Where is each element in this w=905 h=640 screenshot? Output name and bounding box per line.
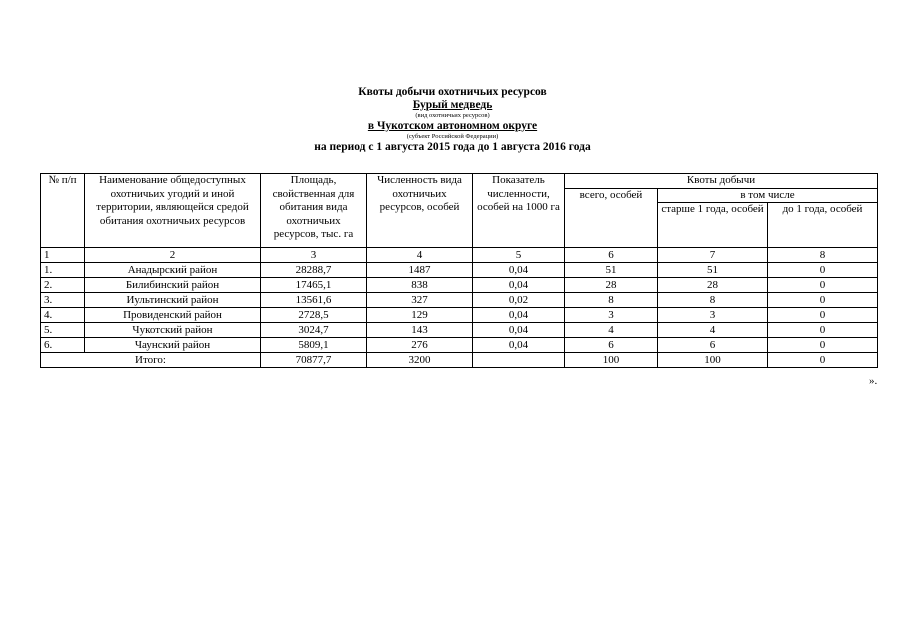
district-name: Чукотский район xyxy=(85,323,261,338)
table-row xyxy=(41,308,878,323)
table-row xyxy=(41,263,878,278)
closing-quote-mark: ». xyxy=(869,375,878,387)
header-area: Площадь, свойственная для обитания вида охотничьих ресурсов, тыс. га xyxy=(261,174,367,248)
column-number: 6 xyxy=(565,248,658,263)
header-density: Показатель численности, особей на 1000 га xyxy=(473,174,565,248)
area-cell: 17465,1 xyxy=(261,278,367,293)
density-cell: 0,04 xyxy=(473,338,565,353)
density-cell: 0,04 xyxy=(473,278,565,293)
header-quota: Квоты добычи xyxy=(565,174,878,189)
totals-density xyxy=(473,353,565,368)
quota-total-cell: 51 xyxy=(565,263,658,278)
header-younger: до 1 года, особей xyxy=(768,203,878,248)
area-cell: 13561,6 xyxy=(261,293,367,308)
header-total: всего, особей xyxy=(565,188,658,248)
district-name: Провиденский район xyxy=(85,308,261,323)
district-name: Иультинский район xyxy=(85,293,261,308)
table-row xyxy=(41,293,878,308)
period-line: на период с 1 августа 2015 года до 1 августа 2016 года xyxy=(314,141,591,153)
totals-quota-younger: 0 xyxy=(768,353,878,368)
totals-row xyxy=(41,353,878,368)
column-number: 2 xyxy=(85,248,261,263)
column-number: 4 xyxy=(367,248,473,263)
species-caption: (вид охотничьих ресурсов) xyxy=(415,112,490,119)
header-older: старше 1 года, особей xyxy=(658,203,768,248)
table-row xyxy=(41,323,878,338)
quota-total-cell: 6 xyxy=(565,338,658,353)
area-cell: 3024,7 xyxy=(261,323,367,338)
totals-area: 70877,7 xyxy=(261,353,367,368)
quota-younger-cell: 0 xyxy=(768,323,878,338)
density-cell: 0,04 xyxy=(473,263,565,278)
region-name: в Чукотском автономном округе xyxy=(367,120,538,132)
population-cell: 276 xyxy=(367,338,473,353)
population-cell: 327 xyxy=(367,293,473,308)
header-row-1 xyxy=(41,174,878,189)
quota-total-cell: 8 xyxy=(565,293,658,308)
header-population: Численность вида охотничьих ресурсов, особей xyxy=(367,174,473,248)
row-number: 6. xyxy=(41,338,85,353)
district-name: Билибинский район xyxy=(85,278,261,293)
row-number: 3. xyxy=(41,293,85,308)
quota-table xyxy=(40,173,878,368)
document-heading xyxy=(0,86,905,154)
header-name: Наименование общедоступных охотничьих угодий и иной территории, являющейся средой обитания охотничьих ресурсов xyxy=(85,174,261,248)
population-cell: 1487 xyxy=(367,263,473,278)
column-number: 8 xyxy=(768,248,878,263)
totals-population: 3200 xyxy=(367,353,473,368)
district-name: Анадырский район xyxy=(85,263,261,278)
quota-total-cell: 28 xyxy=(565,278,658,293)
table-row xyxy=(41,278,878,293)
table-row xyxy=(41,338,878,353)
row-number: 1. xyxy=(41,263,85,278)
density-cell: 0,02 xyxy=(473,293,565,308)
quota-older-cell: 3 xyxy=(658,308,768,323)
area-cell: 5809,1 xyxy=(261,338,367,353)
density-cell: 0,04 xyxy=(473,323,565,338)
species-name: Бурый медведь xyxy=(412,99,493,111)
column-number-row xyxy=(41,248,878,263)
quota-total-cell: 3 xyxy=(565,308,658,323)
column-number: 7 xyxy=(658,248,768,263)
quota-younger-cell: 0 xyxy=(768,308,878,323)
area-cell: 28288,7 xyxy=(261,263,367,278)
totals-quota-total: 100 xyxy=(565,353,658,368)
population-cell: 143 xyxy=(367,323,473,338)
quota-older-cell: 8 xyxy=(658,293,768,308)
totals-quota-older: 100 xyxy=(658,353,768,368)
quota-younger-cell: 0 xyxy=(768,293,878,308)
totals-label: Итого: xyxy=(41,353,261,368)
column-number: 1 xyxy=(41,248,85,263)
column-number: 5 xyxy=(473,248,565,263)
region-caption: (субъект Российской Федерации) xyxy=(406,133,499,140)
quota-younger-cell: 0 xyxy=(768,278,878,293)
quota-older-cell: 4 xyxy=(658,323,768,338)
header-no: № п/п xyxy=(41,174,85,248)
header-including: в том числе xyxy=(658,188,878,203)
quota-younger-cell: 0 xyxy=(768,338,878,353)
quota-older-cell: 28 xyxy=(658,278,768,293)
row-number: 5. xyxy=(41,323,85,338)
population-cell: 838 xyxy=(367,278,473,293)
column-number: 3 xyxy=(261,248,367,263)
quota-older-cell: 51 xyxy=(658,263,768,278)
area-cell: 2728,5 xyxy=(261,308,367,323)
density-cell: 0,04 xyxy=(473,308,565,323)
population-cell: 129 xyxy=(367,308,473,323)
quota-younger-cell: 0 xyxy=(768,263,878,278)
document-title: Квоты добычи охотничьих ресурсов xyxy=(358,86,547,98)
row-number: 4. xyxy=(41,308,85,323)
quota-older-cell: 6 xyxy=(658,338,768,353)
district-name: Чаунский район xyxy=(85,338,261,353)
row-number: 2. xyxy=(41,278,85,293)
quota-total-cell: 4 xyxy=(565,323,658,338)
